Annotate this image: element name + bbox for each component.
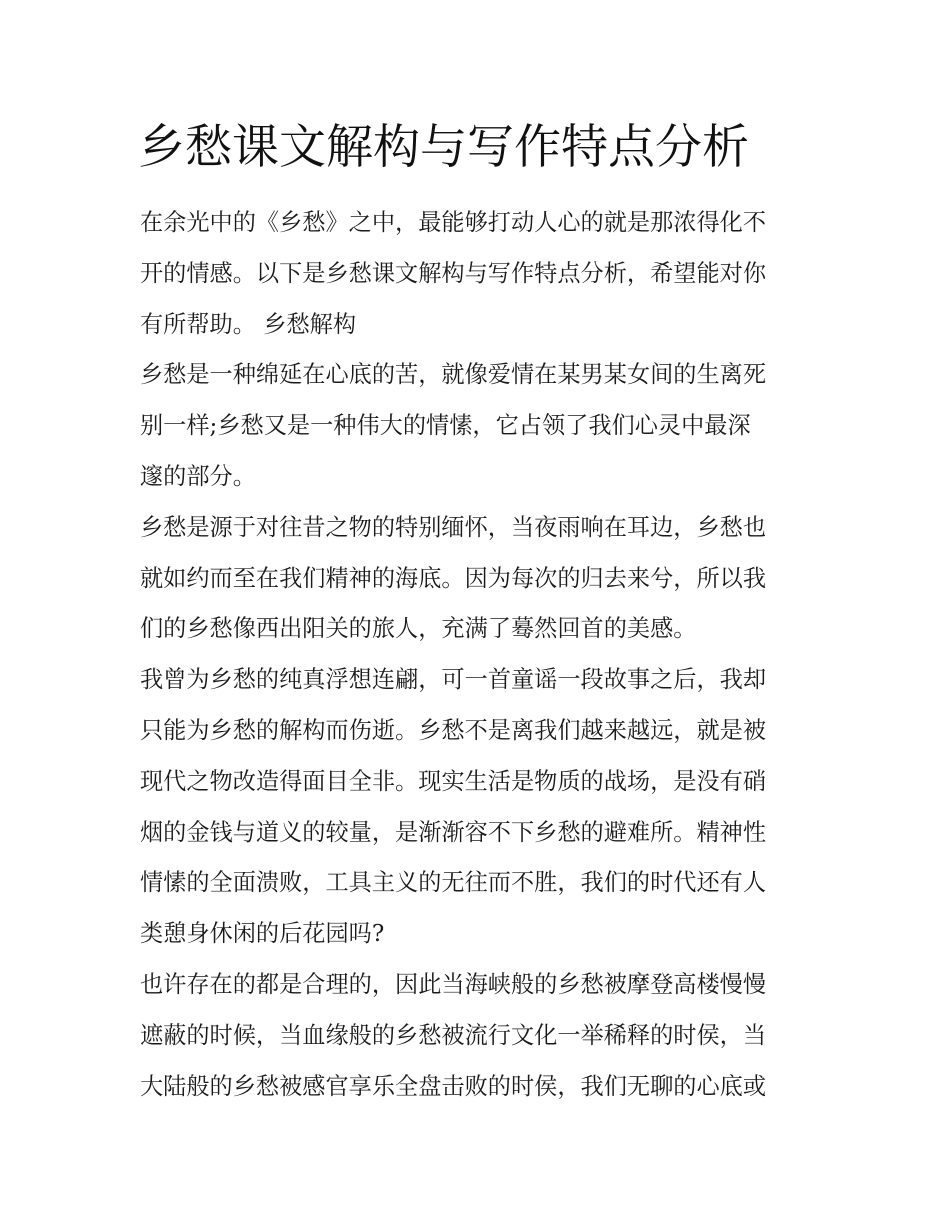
- text-line: 类憩身休闲的后花园吗?: [140, 920, 385, 948]
- text-line: 邃的部分。: [140, 462, 256, 490]
- paragraph: [140, 503, 820, 655]
- paragraph: [140, 655, 820, 960]
- text-line: 们的乡愁像西出阳关的旅人，充满了蓦然回首的美感。: [140, 615, 697, 643]
- text-line: 开的情感。以下是乡愁课文解构与写作特点分析，希望能对你: [140, 259, 767, 287]
- text-line: 别一样;乡愁又是一种伟大的情愫，它占领了我们心灵中最深: [140, 412, 751, 440]
- text-line: 烟的金钱与道义的较量，是渐渐容不下乡愁的避难所。精神性: [140, 818, 767, 846]
- text-line: 乡愁是源于对往昔之物的特别缅怀，当夜雨响在耳边，乡愁也: [140, 513, 767, 541]
- text-line: 只能为乡愁的解构而伤逝。乡愁不是离我们越来越远，就是被: [140, 716, 767, 744]
- text-line: 也许存在的都是合理的，因此当海峡般的乡愁被摩登高楼慢慢: [140, 970, 767, 998]
- page-title: 乡愁课文解构与写作特点分析: [138, 120, 749, 175]
- paragraph-intro: [140, 198, 820, 350]
- paragraph: [140, 960, 820, 1112]
- text-line: 情愫的全面溃败，工具主义的无往而不胜，我们的时代还有人: [140, 869, 767, 897]
- text-line: 遮蔽的时候，当血缘般的乡愁被流行文化一举稀释的时侯，当: [140, 1021, 767, 1049]
- text-line: 有所帮助。 乡愁解构: [140, 310, 357, 338]
- paragraph: [140, 350, 820, 502]
- text-line: 我曾为乡愁的纯真浮想连翩，可一首童谣一段故事之后，我却: [140, 666, 767, 694]
- text-line: 在余光中的《乡愁》之中，最能够打动人心的就是那浓得化不: [140, 209, 767, 236]
- text-line: 现代之物改造得面目全非。现实生活是物质的战场，是没有硝: [140, 767, 767, 795]
- text-line: 大陆般的乡愁被感官享乐全盘击败的时侯，我们无聊的心底或: [140, 1072, 767, 1100]
- document-body: [140, 198, 820, 1112]
- text-line: 就如约而至在我们精神的海底。因为每次的归去来兮，所以我: [140, 564, 767, 592]
- text-line: 乡愁是一种绵延在心底的苦，就像爱情在某男某女间的生离死: [140, 361, 767, 389]
